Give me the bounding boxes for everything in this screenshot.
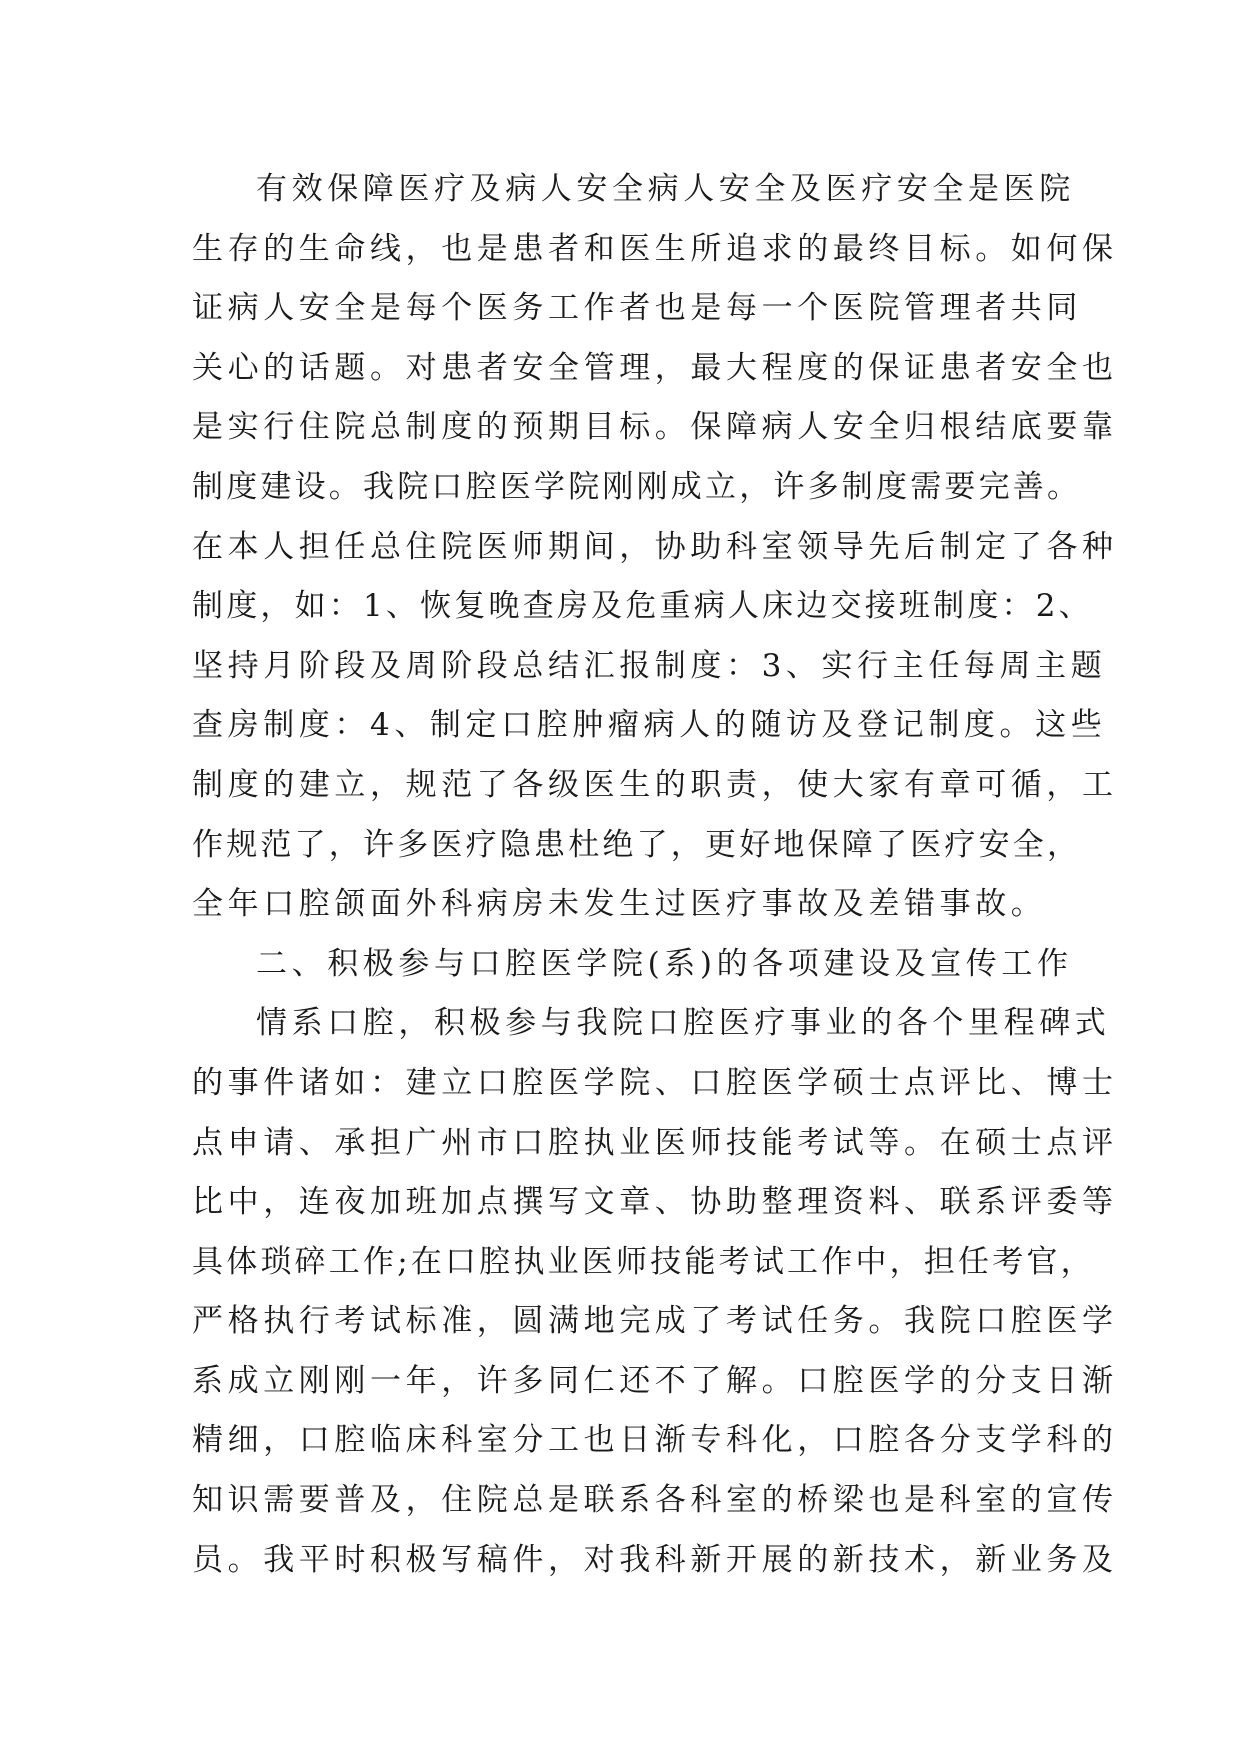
- paragraph-line: 比中，连夜加班加点撰写文章、协助整理资料、联系评委等: [192, 1184, 1118, 1221]
- paragraph-line: 作规范了，许多医疗隐患杜绝了，更好地保障了医疗安全，: [192, 826, 1082, 863]
- section-heading: 二、积极参与口腔医学院(系)的各项建设及宣传工作: [256, 945, 1073, 982]
- paragraph-line: 坚持月阶段及周阶段总结汇报制度：3、实行主任每周主题: [192, 647, 1107, 684]
- paragraph-line: 查房制度：4、制定口腔肿瘤病人的随访及登记制度。这些: [192, 707, 1107, 744]
- paragraph-line: 关心的话题。对患者安全管理，最大程度的保证患者安全也: [192, 349, 1118, 386]
- paragraph-line: 知识需要普及，住院总是联系各科室的桥梁也是科室的宣传: [192, 1482, 1118, 1519]
- paragraph-line: 全年口腔颌面外科病房未发生过医疗事故及差错事故。: [192, 886, 1047, 923]
- paragraph-line: 在本人担任总住院医师期间，协助科室领导先后制定了各种: [192, 528, 1118, 565]
- paragraph-line: 具体琐碎工作;在口腔执业医师技能考试工作中，担任考官，: [192, 1243, 1095, 1280]
- paragraph-line: 生存的生命线，也是患者和医生所追求的最终目标。如何保: [192, 230, 1118, 267]
- paragraph-line: 证病人安全是每个医务工作者也是每一个医院管理者共同: [192, 290, 1082, 327]
- paragraph-line: 情系口腔，积极参与我院口腔医疗事业的各个里程碑式: [256, 1005, 1111, 1042]
- paragraph-line: 精细，口腔临床科室分工也日渐专科化，口腔各分支学科的: [192, 1422, 1118, 1459]
- paragraph-line: 有效保障医疗及病人安全病人安全及医疗安全是医院: [256, 171, 1075, 207]
- body-text: [192, 160, 1118, 1590]
- paragraph-line: 点申请、承担广州市口腔执业医师技能考试等。在硕士点评: [192, 1124, 1118, 1161]
- paragraph-line: 制度建设。我院口腔医学院刚刚成立，许多制度需要完善。: [192, 468, 1082, 505]
- paragraph-line: 制度的建立，规范了各级医生的职责，使大家有章可循，工: [192, 766, 1118, 803]
- paragraph-line: 制度，如：1、恢复晚查房及危重病人床边交接班制度：2、: [192, 588, 1093, 625]
- paragraph-line: 是实行住院总制度的预期目标。保障病人安全归根结底要靠: [192, 409, 1118, 446]
- paragraph-line: 的事件诸如：建立口腔医学院、口腔医学硕士点评比、博士: [192, 1064, 1118, 1101]
- paragraph-line: 严格执行考试标准，圆满地完成了考试任务。我院口腔医学: [192, 1303, 1118, 1340]
- paragraph-line: 员。我平时积极写稿件，对我科新开展的新技术，新业务及: [192, 1541, 1118, 1578]
- paragraph-line: 系成立刚刚一年，许多同仁还不了解。口腔医学的分支日渐: [192, 1362, 1118, 1399]
